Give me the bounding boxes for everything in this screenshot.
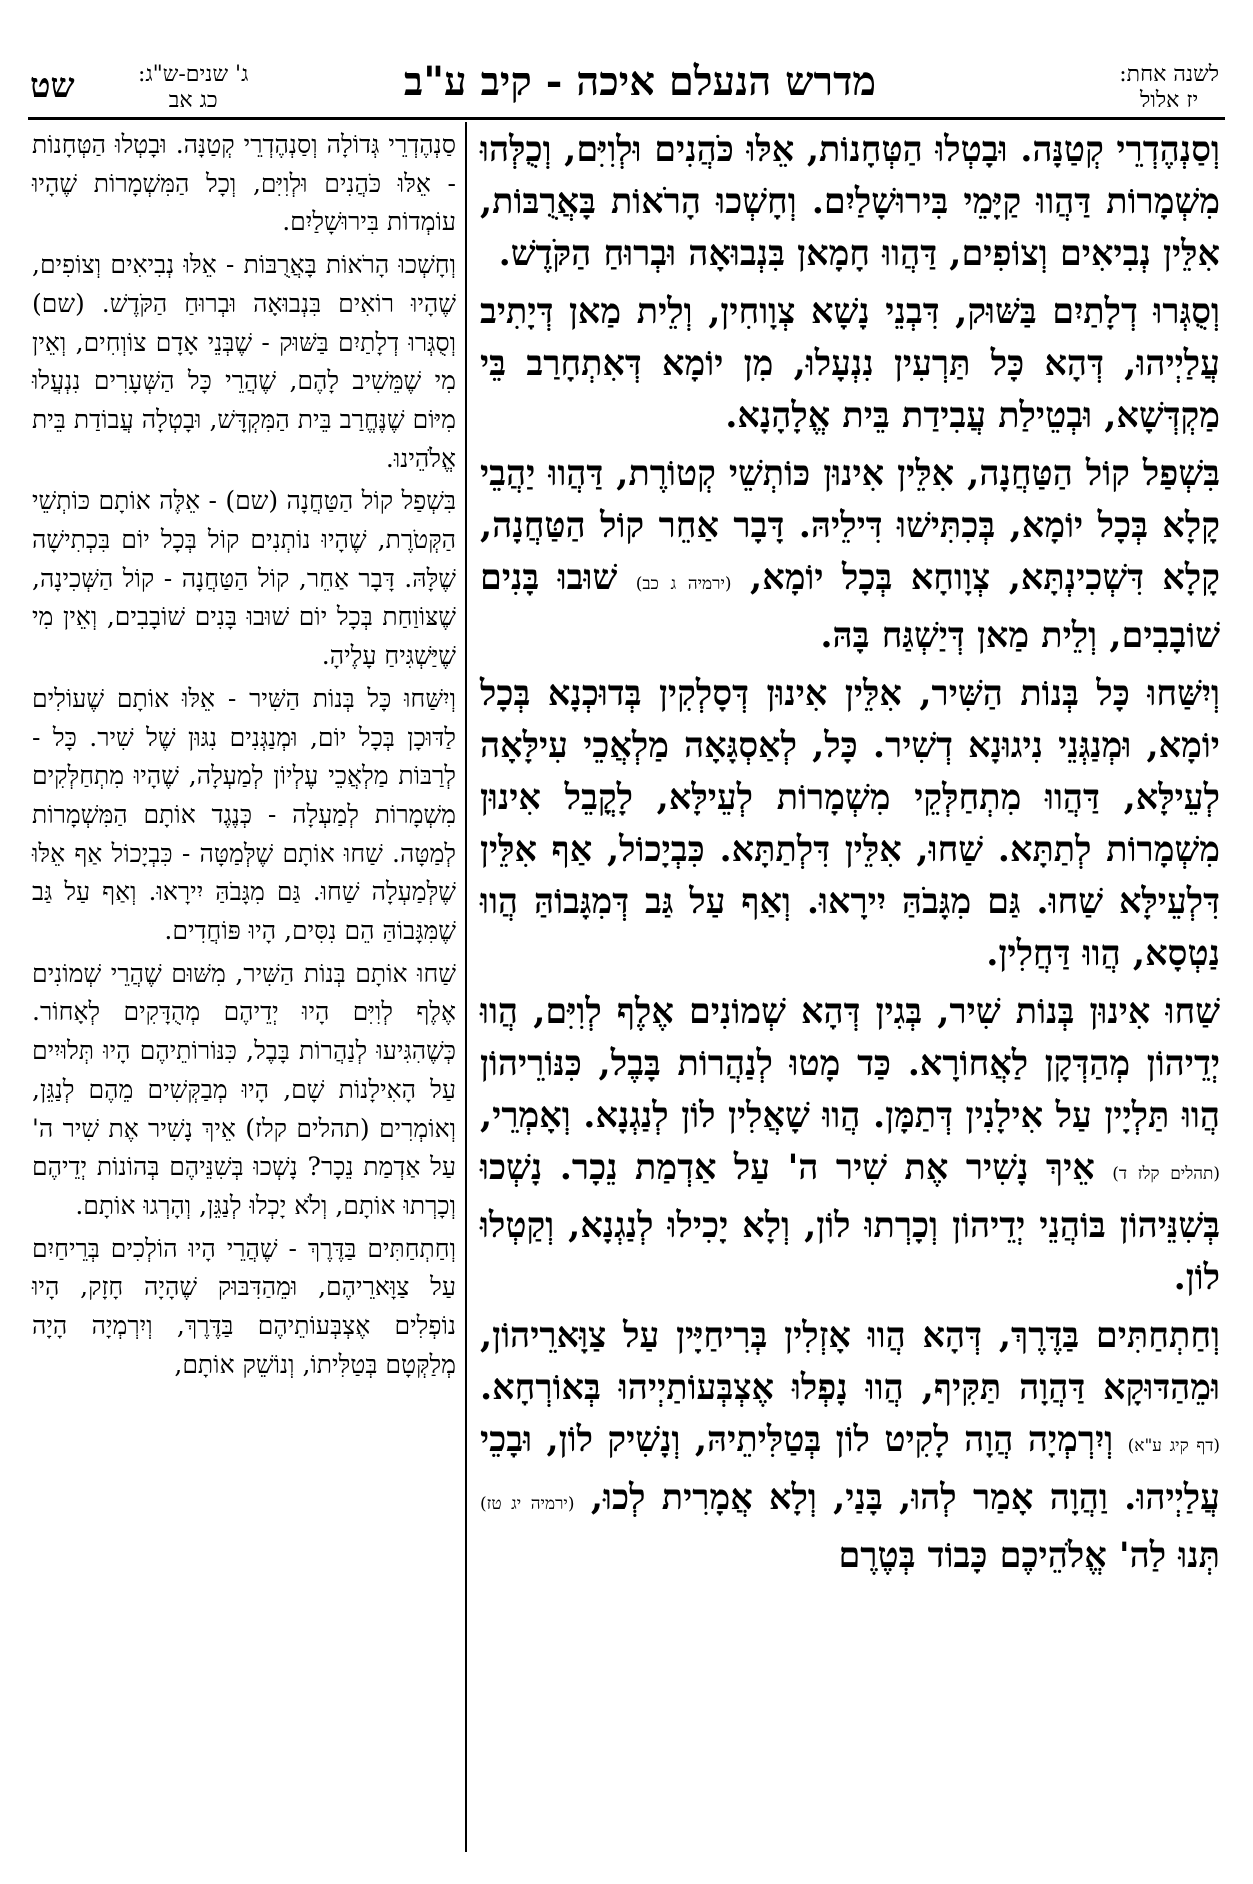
- main-paragraph: וְסֻגְּרוּ דְלָתַיִם בַּשּׁוּק, דִּבְנֵי נָשָׁא צְוָוחִין, וְלֵית מַאן דְּיָתִיב עֲלַיְיהוּ, דְּהָא כָּל תַּרְעִין נִנְעָלוּ, מִן יוֹמָא דְּאִתְחָרַב בֵּי מַקְדְּשָׁא, וּבְטֵילַת עֲבִידַת בֵּית אֱלָהָנָא.: [480, 291, 1220, 436]
- page-number: שט: [30, 66, 75, 106]
- schedule-one-year-date: יז אלול: [1139, 88, 1199, 113]
- main-paragraph: [480, 1310, 1220, 1582]
- main-text: תְּנוּ לַה' אֱלֹהֵיכֶם כָּבוֹד בְּטֶרֶם: [838, 1535, 1220, 1576]
- commentary-paragraph: וְחָשְׁכוּ הָרֹאוֹת בָּאֲרֻבּוֹת - אֵלּוּ נְבִיאִים וְצוֹפִים, שֶׁהָיוּ רוֹאִים בִּנְבוּאָה וּבְרוּחַ הַקֹּדֶשׁ. (שם) וְסֻגְּרוּ דְלָתַיִם בַּשּׁוּק - שֶׁבְּנֵי אָדָם צוֹוְחִים, וְאֵין מִי שֶׁמֵּשִׁיב לָהֶם, שֶׁהֲרֵי כָּל הַשְּׁעָרִים נִנְעֲלוּ מִיּוֹם שֶׁנֶּחֱרַב בֵּית הַמִּקְדָּשׁ, וּבָטְלָה עֲבוֹדַת בֵּית אֱלֹהֵינוּ.: [32, 250, 456, 473]
- commentary-paragraph: שַׁחוּ אוֹתָם בְּנוֹת הַשִּׁיר, מִשּׁוּם שֶׁהֲרֵי שְׁמוֹנִים אֶלֶף לְוִיִּם הָיוּ יְדֵיהֶם מְהֻדָּקִים לְאָחוֹר. כְּשֶׁהִגִּיעוּ לְנַהֲרוֹת בָּבֶל, כִּנּוֹרוֹתֵיהֶם הָיוּ תְּלוּיִים עַל הָאִילָנוֹת שָׁם, הָיוּ מְבַקְּשִׁים מֵהֶם לְנַגֵּן, וְאוֹמְרִים (תהלים קלז) אֵיךְ נָשִׁיר אֶת שִׁיר ה' עַל אַדְמַת נֵכָר? נָשְׁכוּ בְּשִׁנֵּיהֶם בְּהוֹנוֹת יְדֵיהֶם וְכָרְתוּ אוֹתָם, וְלֹא יָכְלוּ לְנַגֵּן, וְהָרְגוּ אוֹתָם.: [32, 958, 456, 1220]
- commentary-paragraph: וְיִשַּׁחוּ כָּל בְּנוֹת הַשִּׁיר - אֵלּוּ אוֹתָם שֶׁעוֹלִים לַדּוּכָן בְּכָל יוֹם, וּמְנַגְּנִים נִגּוּן שֶׁל שִׁיר. כָּל - לְרַבּוֹת מַלְאֲכֵי עֶלְיוֹן לְמַעְלָה, שֶׁהָיוּ מִתְחַלְּקִים מִשְׁמָרוֹת לְמַעְלָה - כְּנֶגֶד אוֹתָם הַמִּשְׁמָרוֹת לְמַטָּה. שַׁחוּ אוֹתָם שֶׁלְּמַטָּה - כִּבְיָכוֹל אַף אֵלּוּ שֶׁלְּמַעְלָה שַׁחוּ. גַּם מִגָּבֹהַּ יִירָאוּ. וְאַף עַל גַּב שֶׁמִּגָּבוֹהַּ הֵם נִסִּים, הָיוּ פּוֹחֲדִים.: [32, 683, 456, 946]
- source-reference: (ירמיה ג כב): [635, 574, 732, 594]
- commentary-paragraph: בִּשְׁפַל קוֹל הַטַּחֲנָה (שם) - אֵלֶּה אוֹתָם כּוֹתְשֵׁי הַקְּטֹרֶת, שֶׁהָיוּ נוֹתְנִים קוֹל בְּכָל יוֹם בִּכְתִישָׁה שֶׁלָּהּ. דָּבָר אַחֵר, קוֹל הַטַּחֲנָה - קוֹל הַשְּׁכִינָה, שֶׁצּוֹוַחַת בְּכָל יוֹם שׁוּבוּ בָּנִים שׁוֹבָבִים, וְאֵין מִי שֶׁיַּשְׁגִּיחַ עָלֶיהָ.: [32, 486, 456, 671]
- main-text: וְיִרְמְיָה הֲוָה לָקִיט לוֹן בְּטַלִּיתֵיהּ, וְנָשִׁיק לוֹן, וּבָכֵי עֲלַיְיהוּ. וַהֲוָה אָמַר לְהוּ, בָּנַי, וְלָא אֲמָרִית לְכוּ,: [480, 1419, 1220, 1518]
- main-paragraph: [480, 986, 1220, 1304]
- source-reference: (דף קיג ע"א): [1127, 1436, 1221, 1456]
- schedule-three-years: [138, 62, 248, 114]
- main-text: וְחַתְחַתִּים בַּדֶּרֶךְ, דְּהָא הֲווּ אָזְלִין בְּרִיחַיָּין עַל צַוָּארֵיהוֹן, וּמֵהַדּוּקָא דַּהֲוָה תַּקִּיף, הֲווּ נָפְלוּ אֶצְבְּעוֹתַיְיהוּ בְּאוֹרְחָא.: [480, 1315, 1220, 1408]
- main-paragraph: [480, 448, 1220, 662]
- commentary-column: [32, 126, 456, 1385]
- column-divider: [465, 122, 467, 1852]
- schedule-three-years-label: ג' שנים-ש"ג:: [138, 62, 249, 87]
- main-text-column: [480, 124, 1220, 1582]
- schedule-three-years-date: כג אב: [168, 88, 218, 113]
- page-title: מדרש הנעלם איכה - קיב ע"ב: [403, 58, 877, 105]
- commentary-paragraph: וְחַתְחַתִּים בַּדֶּרֶךְ - שֶׁהֲרֵי הָיוּ הוֹלְכִים בְּרֵיחַיִם עַל צַוָּארֵיהֶם, וּמֵהַדִּבּוּק שֶׁהָיָה חָזָק, הָיוּ נוֹפְלִים אֶצְבְּעוֹתֵיהֶם בַּדֶּרֶךְ, וְיִרְמְיָה הָיָה מְלַקְּטָם בְּטַלִּיתוֹ, וְנוֹשֵׁק אוֹתָם,: [32, 1233, 456, 1379]
- source-reference: (ירמיה יג טז): [480, 1494, 575, 1514]
- main-text: בִּשְׁפַל קוֹל הַטַּחֲנָה, אִלֵּין אִינוּן כּוֹתְשֵׁי קְטוֹרֶת, דַּהֲווּ יַהֲבֵי קָלָא בְּכָל יוֹמָא, בְּכִתִּישׁוּ דִּילֵיהּ. דָּבָר אַחֵר קוֹל הַטַּחֲנָה, קָלָא דִּשְׁכִינְתָּא, צְוָוחָא בְּכָל יוֹמָא,: [480, 453, 1221, 598]
- schedule-one-year-label: לשנה אחת:: [1119, 62, 1219, 87]
- main-text: אֵיךְ נָשִׁיר אֶת שִׁיר ה' עַל אַדְמַת נֵכָר. נָשְׁכוּ בְּשִׁנֵּיהוֹן בּוֹהֲנֵי יְדֵיהוֹן וְכָרְתוּ לוֹן, וְלָא יָכִילוּ לְנַגְנָא, וְקַטְלוּ לוֹן.: [480, 1147, 1220, 1298]
- source-reference: (תהלים קלז ד): [1112, 1164, 1220, 1184]
- main-paragraph: וְיִשַּׁחוּ כָּל בְּנוֹת הַשִּׁיר, אִלֵּין אִינוּן דְּסָלְקִין בְּדוּכְנָא בְּכָל יוֹמָא, וּמְנַגְּנֵי נִיגוּנָא דְשִׁיר. כָּל, לְאַסְגָּאָה מַלְאֲכֵי עִילָּאָה לְעֵילָּא, דַּהֲווּ מִתְחַלְּקֵי מִשְׁמָרוֹת לְעֵילָּא, לָקֳבֵל אִינוּן מִשְׁמָרוֹת לְתַתָּא. שַׁחוּ, אִלֵּין דִּלְתַתָּא. כִּבְיָכוֹל, אַף אִלֵּין דִּלְעֵילָּא שַׁחוּ. גַּם מִגָּבֹהַּ יִירָאוּ. וְאַף עַל גַּב דְּמִגָּבוֹהַּ הֲווּ נַטְסָא, הֲווּ דַּחֲלִין.: [480, 673, 1220, 974]
- main-text: שַׁחוּ אִינוּן בְּנוֹת שִׁיר, בְּגִין דְּהָא שְׁמוֹנִים אֶלֶף לְוִיִּם, הֲווּ יְדֵיהוֹן מְהַדְּקָן לַאֲחוֹרָא. כַּד מָטוּ לְנַהֲרוֹת בָּבֶל, כִּנּוֹרֵיהוֹן הֲווּ תַּלְיָין עַל אִילָנִין דְּתַמָּן. הֲווּ שָׁאֲלִין לוֹן לְנַגְנָא. וְאָמְרֵי,: [480, 991, 1220, 1136]
- schedule-one-year: [1119, 62, 1219, 114]
- main-paragraph: וְסַנְהֶדְרֵי קְטַנָּה. וּבָטְלוּ הַטְּחָנוֹת, אֵלּוּ כֹּהֲנִים וּלְוִיִּם, וְכֻלְּהוּ מִשְׁמָרוֹת דַּהֲווּ קַיָּמֵי בִּירוּשָׁלַיִם. וְחָשְׁכוּ הָרֹאוֹת בָּאֲרֻבּוֹת, אִלֵּין נְבִיאִים וְצוֹפִים, דַּהֲווּ חָמָאן בִּנְבוּאָה וּבְרוּחַ הַקֹּדֶשׁ.: [480, 129, 1220, 274]
- header-divider: [28, 117, 1225, 120]
- main-text: שׁוּבוּ בָּנִים שׁוֹבָבִים, וְלֵית מַאן דְּיַשְׁגַּח בָּהּ.: [480, 557, 1220, 656]
- commentary-paragraph: סַנְהֶדְרֵי גְּדוֹלָה וְסַנְהֶדְרֵי קְטַנָּה. וּבָטְלוּ הַטְּחָנוֹת - אֵלּוּ כֹּהֲנִים וּלְוִיִּם, וְכָל הַמִּשְׁמָרוֹת שֶׁהָיוּ עוֹמְדוֹת בִּירוּשָׁלַיִם.: [32, 130, 456, 237]
